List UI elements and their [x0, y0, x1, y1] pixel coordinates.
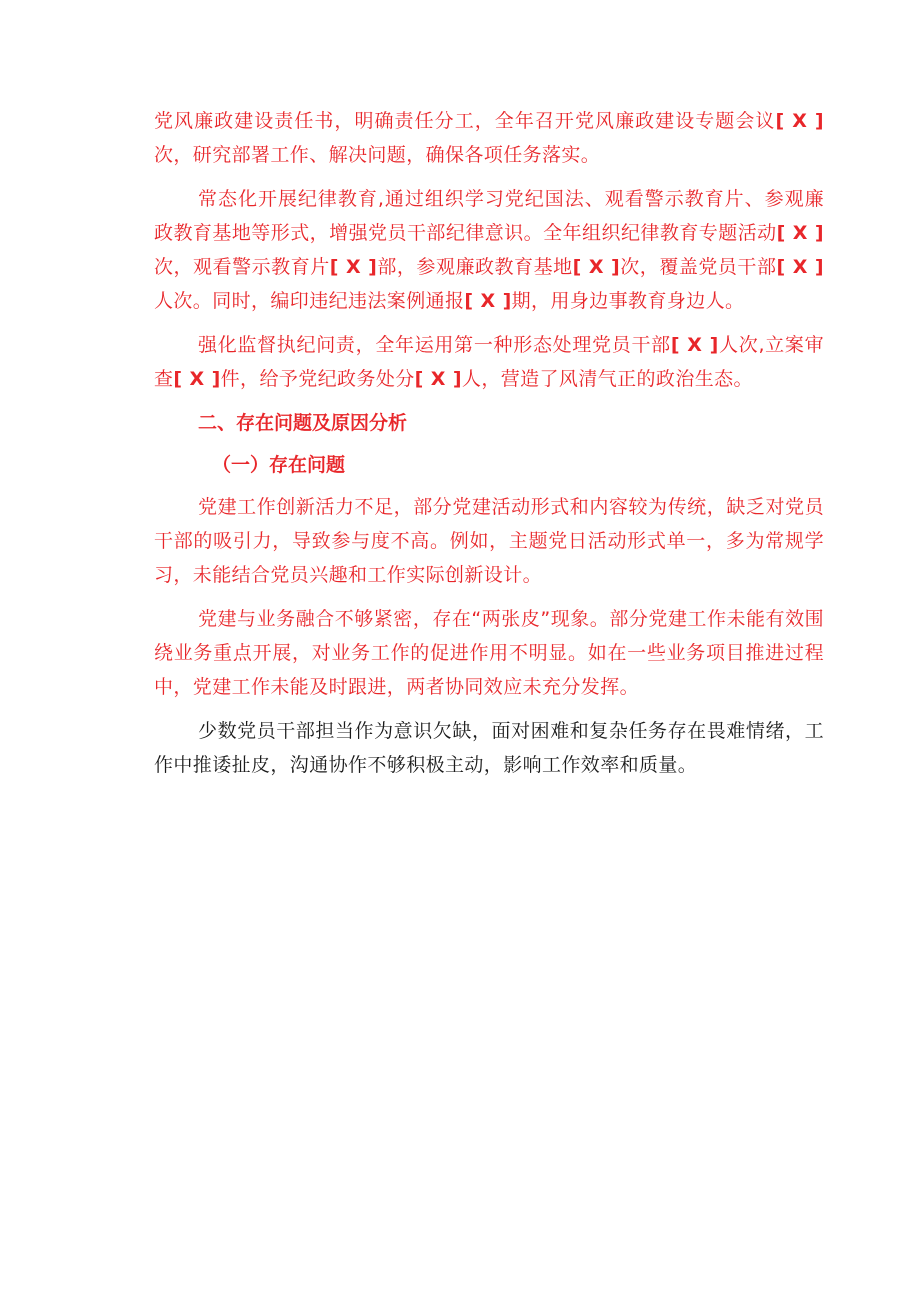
paragraph-discipline-education: [154, 182, 824, 318]
text-segment: 件，给予党纪政务处分: [220, 368, 415, 390]
section-heading: 二、存在问题及原因分析: [198, 412, 408, 434]
text-segment: 次，研究部署工作、解决问题，确保各项任务落实。: [154, 144, 601, 166]
placeholder-x: [ X ]: [776, 256, 824, 278]
paragraph-innovation-issue: 党建工作创新活力不足，部分党建活动形式和内容较为传统，缺乏对党员干部的吸引力，导致参与度不高。例如，主题党日活动形式单一，多为常规学习，未能结合党员兴趣和工作实际创新设计。: [154, 496, 824, 586]
text-segment: 常态化开展纪律教育,通过组织学习党纪国法、观看警示教育片、参观廉政教育基地等形式，增强党员干部纪律意识。全年组织纪律教育专题活动: [154, 188, 824, 244]
placeholder-x: [ X ]: [173, 368, 221, 390]
placeholder-x: [ X ]: [572, 256, 621, 278]
placeholder-x: [ X ]: [464, 290, 512, 312]
paragraph-supervision: [154, 328, 824, 396]
placeholder-x: [ X ]: [670, 334, 719, 356]
text-segment: 党风廉政建设责任书，明确责任分工，全年召开党风廉政建设专题会议: [154, 110, 776, 132]
text-segment: 期，用身边事教育身边人。: [511, 290, 745, 312]
placeholder-x: [ X ]: [414, 368, 462, 390]
paragraph-responsibility: [154, 104, 824, 172]
placeholder-x: [ X ]: [329, 256, 378, 278]
text-segment: 人次。同时，编印违纪违法案例通报: [154, 290, 465, 312]
text-segment: 部，参观廉政教育基地: [377, 256, 573, 278]
text-segment: 次，观看警示教育片: [154, 256, 330, 278]
placeholder-x: [ X ]: [776, 222, 824, 244]
subsection-heading: （一）存在问题: [212, 454, 346, 476]
text-segment: 人次,立案审查: [154, 334, 824, 390]
paragraph-integration-issue: 党建与业务融合不够紧密，存在“两张皮”现象。部分党建工作未能有效围绕业务重点开展，对业务工作的促进作用不明显。如在一些业务项目推进过程中，党建工作未能及时跟进，两者协同效应未充分发挥。: [154, 608, 824, 698]
paragraph-responsibility-issue: 少数党员干部担当作为意识欠缺，面对困难和复杂任务存在畏难情绪，工作中推诿扯皮，沟通协作不够积极主动，影响工作效率和质量。: [154, 720, 824, 776]
text-segment: 次，覆盖党员干部: [620, 256, 777, 278]
text-segment: 人，营造了风清气正的政治生态。: [461, 368, 753, 390]
text-segment: 强化监督执纪问责，全年运用第一种形态处理党员干部: [198, 334, 671, 356]
placeholder-x: [ X ]: [775, 110, 824, 132]
